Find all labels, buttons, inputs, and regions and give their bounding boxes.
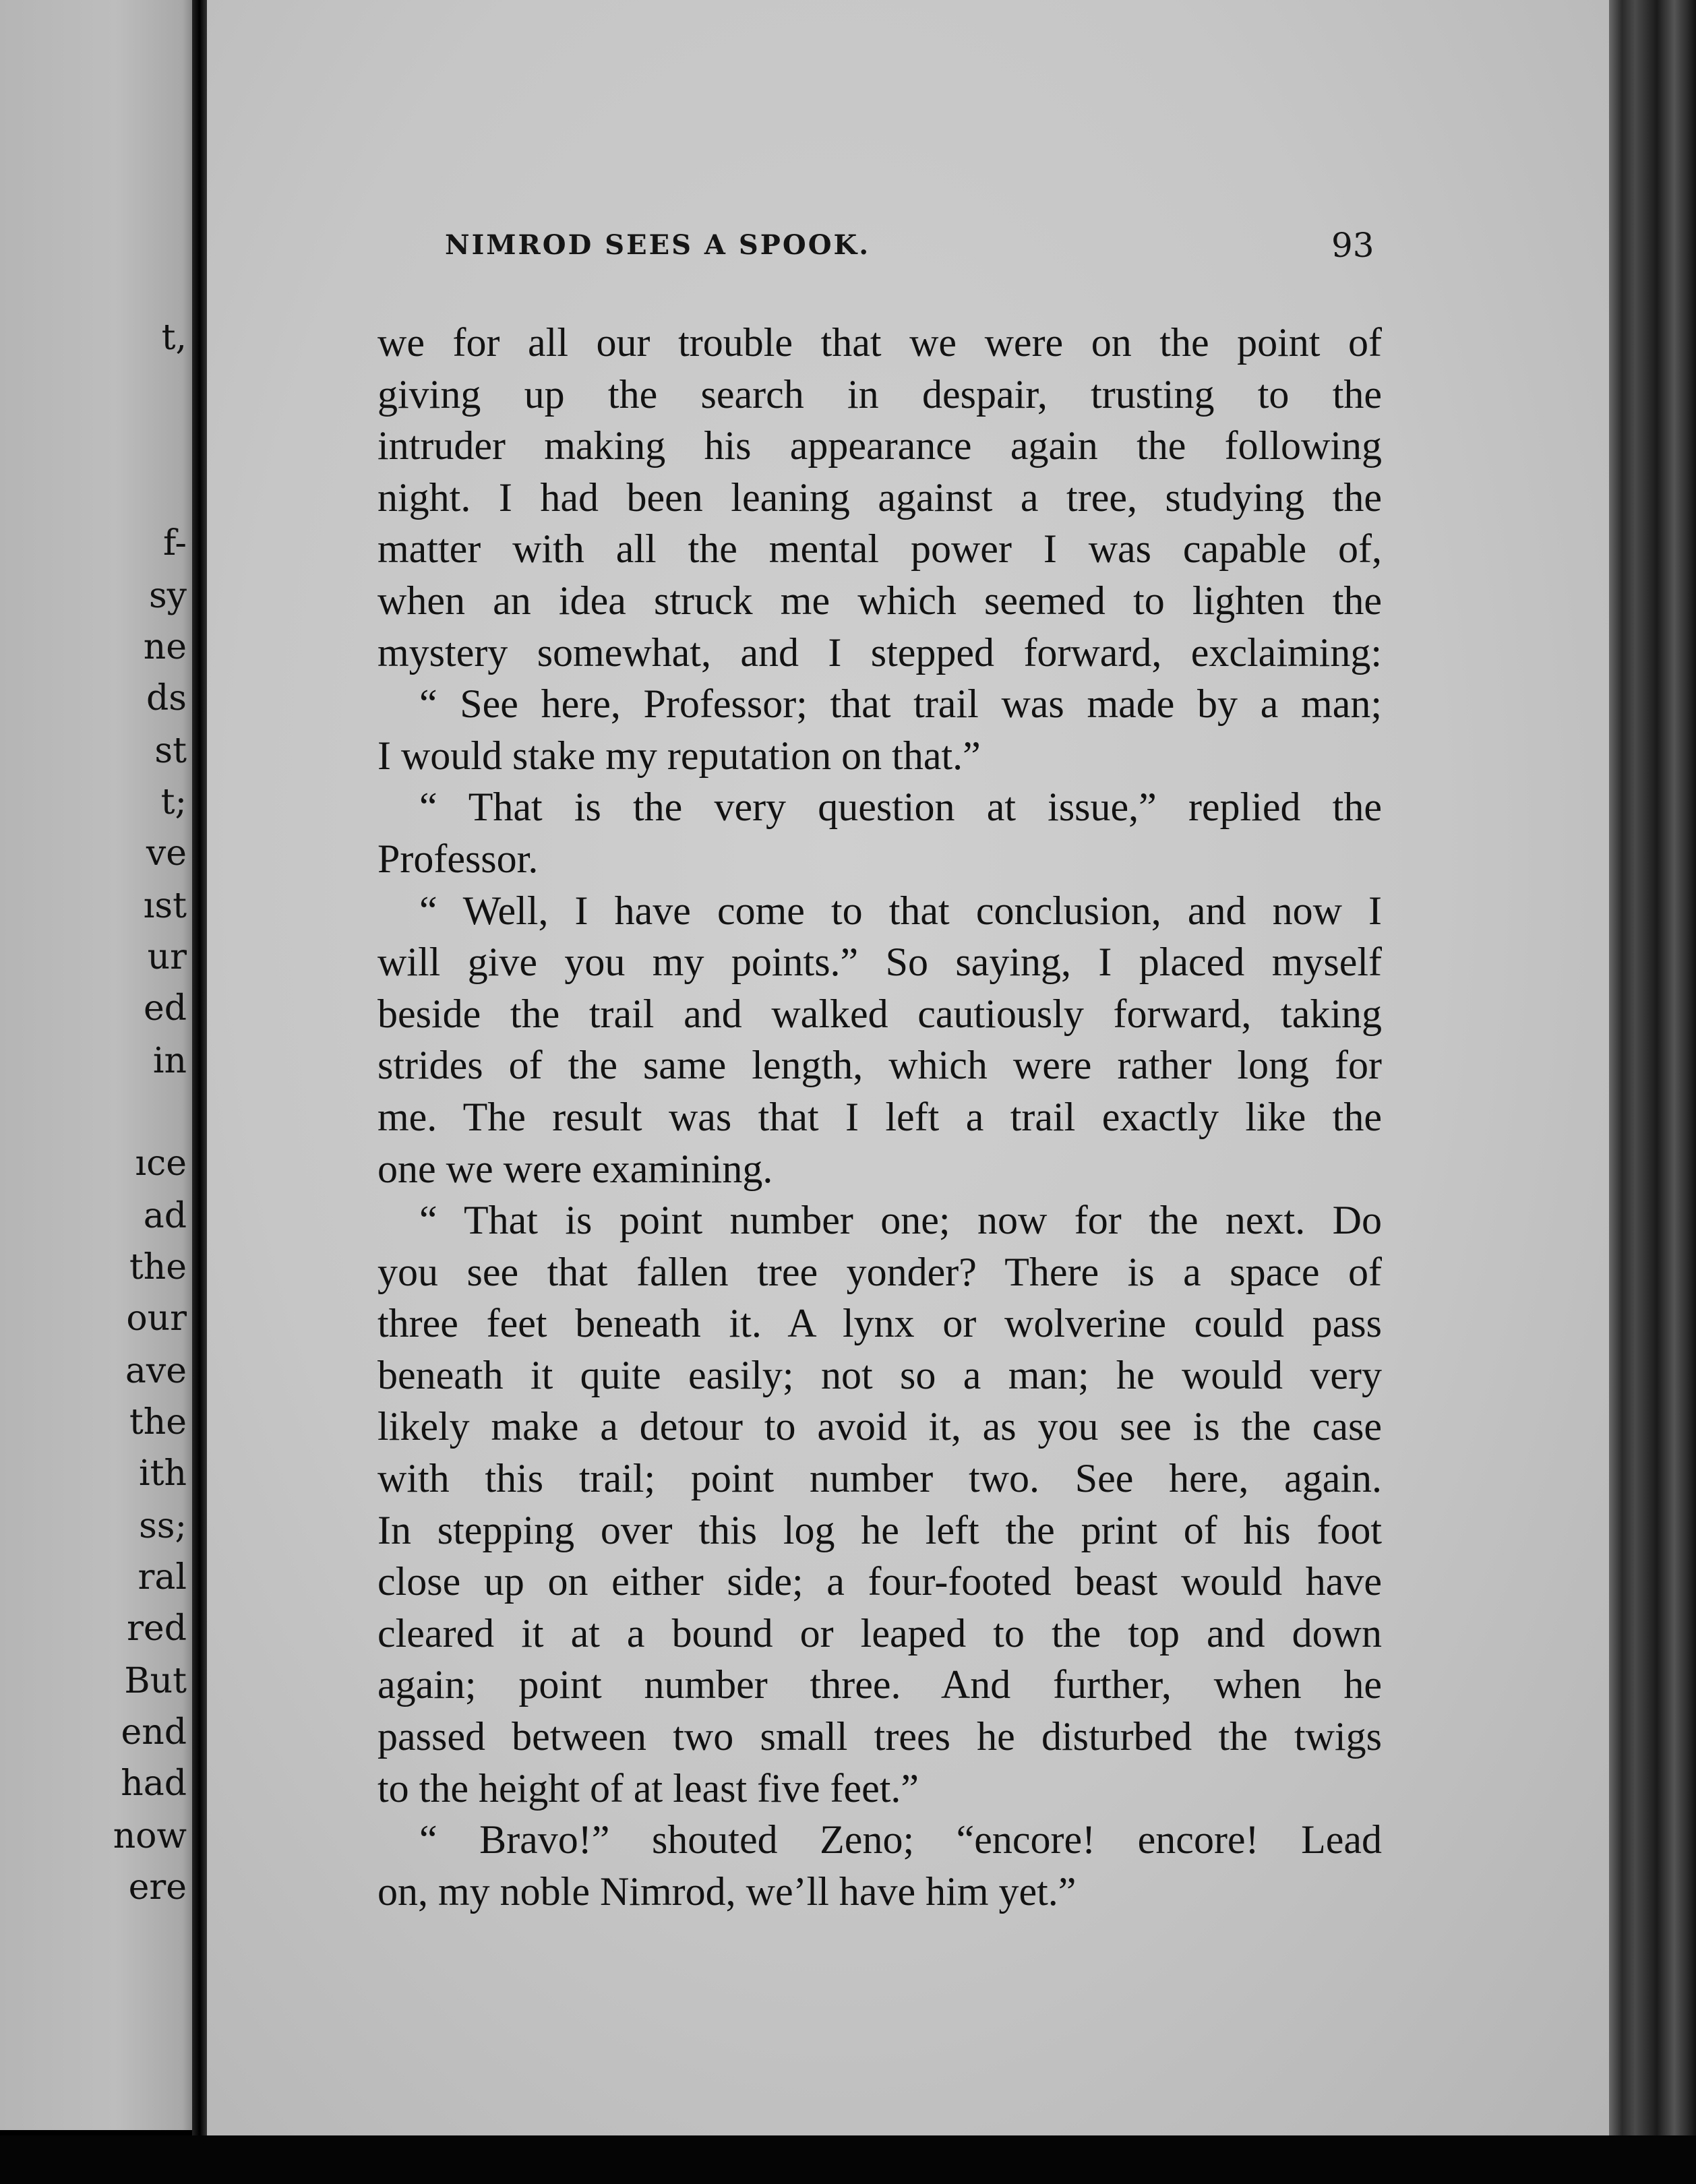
text-line: passed between two small trees he disturbed the twigs (377, 1714, 1382, 1759)
text-line: beside the trail and walked cautiously forward, taking (377, 991, 1382, 1036)
text-line: again; point number three. And further, when he (377, 1662, 1382, 1707)
left-page-fragment: t; (160, 782, 187, 822)
text-line: “ See here, Professor; that trail was made by a man; (419, 681, 1382, 727)
text-line: on, my noble Nimrod, we’ll have him yet.” (377, 1869, 1077, 1914)
text-line: will give you my points.” So saying, I placed myself (377, 940, 1382, 985)
page-edges (1609, 0, 1696, 2184)
text-line: In stepping over this log he left the print of his foot (377, 1507, 1382, 1552)
left-page (0, 0, 192, 2130)
left-page-fragment: sy (148, 576, 187, 616)
left-page-fragment: the (129, 1247, 187, 1287)
left-page-fragment: ere (128, 1867, 187, 1908)
text-line: matter with all the mental power I was capable of, (377, 526, 1382, 572)
body-text (377, 317, 1382, 1917)
text-line: to the height of at least five feet.” (377, 1765, 919, 1811)
text-line: me. The result was that I left a trail exactly like the (377, 1094, 1382, 1139)
left-page-fragment: ıst (143, 886, 187, 926)
text-line: strides of the same length, which were rather long for (377, 1043, 1382, 1088)
text-line: beneath it quite easily; not so a man; he would very (377, 1352, 1382, 1397)
left-page-fragment: ss; (139, 1506, 187, 1546)
text-line: “ Bravo!” shouted Zeno; “encore! encore! Lead (419, 1817, 1382, 1862)
bottom-edge (0, 2135, 1696, 2184)
text-line: one we were examining. (377, 1146, 773, 1191)
text-line: giving up the search in despair, trusting to the (377, 371, 1382, 417)
left-page-fragment: ve (146, 833, 187, 874)
text-line: you see that fallen tree yonder? There is a space of (377, 1249, 1382, 1294)
left-page-fragment: end (121, 1712, 187, 1753)
left-page-fragment: ral (138, 1557, 187, 1598)
left-page-fragment: t, (161, 317, 187, 358)
running-head: NIMROD SEES A SPOOK. (445, 229, 871, 261)
left-page-fragment: st (154, 731, 187, 771)
page-number: 93 (1331, 226, 1374, 265)
text-line: intruder making his appearance again the following (377, 423, 1382, 468)
left-page-fragment: ıce (135, 1143, 187, 1184)
left-page-fragment: had (121, 1763, 187, 1804)
text-line: night. I had been leaning against a tree, studying the (377, 475, 1382, 520)
left-page-fragment: ave (125, 1351, 187, 1391)
left-page-fragment: ds (146, 678, 187, 719)
text-line: likely make a detour to avoid it, as you see is the case (377, 1404, 1382, 1449)
left-page-fragment: now (113, 1816, 187, 1856)
left-page-fragment: ad (143, 1196, 187, 1236)
text-line: with this trail; point number two. See here, again. (377, 1456, 1382, 1501)
text-line: Professor. (377, 836, 539, 881)
left-page-fragment: ur (147, 937, 187, 977)
text-line: I would stake my reputation on that.” (377, 733, 981, 778)
left-page-fragment: in (152, 1041, 187, 1081)
left-page-fragment: ith (138, 1453, 187, 1494)
text-line: when an idea struck me which seemed to lighten the (377, 578, 1382, 623)
left-page-fragment: red (127, 1608, 187, 1649)
left-page-fragment: f- (163, 523, 187, 564)
left-page-fragment: our (126, 1298, 187, 1339)
text-line: cleared it at a bound or leaped to the top and down (377, 1610, 1382, 1656)
left-page-fragment: ne (143, 627, 187, 667)
text-line: close up on either side; a four-footed beast would have (377, 1559, 1382, 1604)
text-line: we for all our trouble that we were on the point of (377, 320, 1382, 365)
left-page-fragment: the (129, 1402, 187, 1443)
text-line: mystery somewhat, and I stepped forward, exclaiming: (377, 630, 1382, 675)
left-page-fragment: But (124, 1661, 187, 1701)
left-page-fragment: ed (143, 988, 187, 1029)
text-line: “ That is point number one; now for the next. Do (419, 1198, 1382, 1243)
text-line: “ Well, I have come to that conclusion, and now I (419, 888, 1382, 933)
gutter-shadow (192, 0, 207, 2184)
text-line: “ That is the very question at issue,” replied the (419, 785, 1382, 830)
text-line: three feet beneath it. A lynx or wolverine could pass (377, 1301, 1382, 1346)
